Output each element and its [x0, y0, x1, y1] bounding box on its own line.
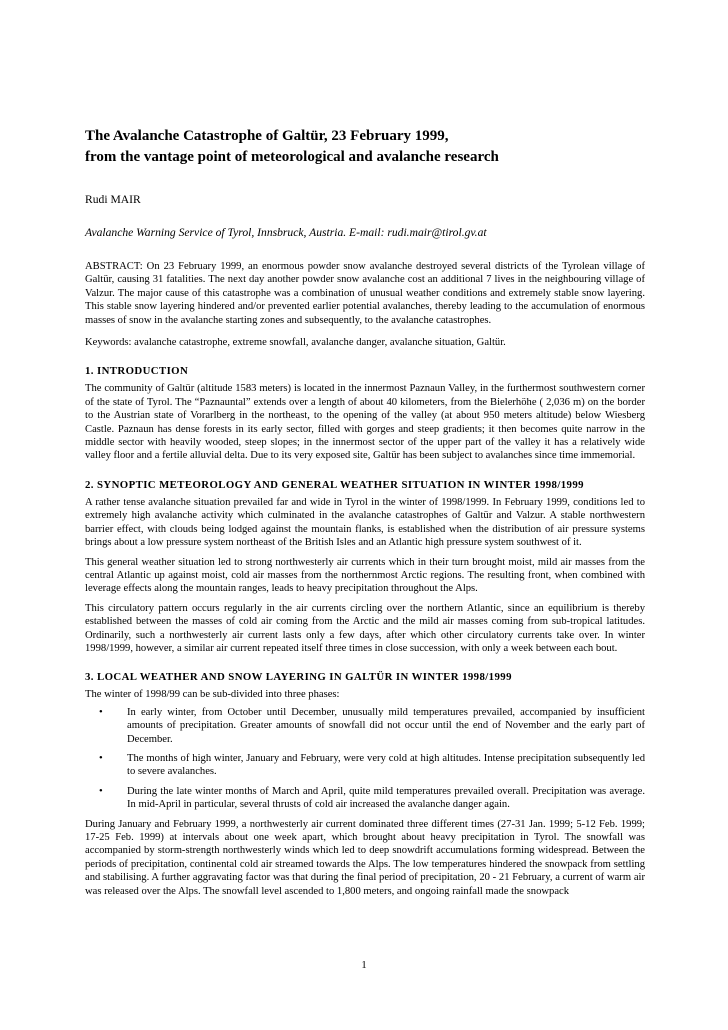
abstract: ABSTRACT: On 23 February 1999, an enormous powder snow avalanche destroyed several districts of the Tyrolean village of Galtür, causing 31 fatalities. The next day another powder snow avalanche cost an additional 7 lives in the neighbouring village of Valzur. The major cause of this catastrophe was a combination of unusual weather conditions and extremely stable snow layering. This stable snow layering hindered and/or prevented earlier potential avalanches, thereby leading to the accumulation of enormous masses of snow in the avalanche starting zones and subsequently, to the avalanche catastrophes. [85, 261, 645, 326]
local-weather-paragraph: During January and February 1999, a northwesterly air current dominated three different times (27-31 Jan. 1999; 5-12 Feb. 1999; 17-25 Feb. 1999) at intervals about one week apart, which brought about heavy precipitation in Tyrol. The snowfall was accompanied by storm-strength northwesterly winds which led to deep snowdrift accumulations forming widespread. Between the periods of precipitation, continental cold air streamed towards the Alps. The low temperatures hindered the snowpack from settling and stabilising. A further aggravating factor was that during the final period of precipitation, 20 - 21 February, a current of warm air was released over the Alps. The snowfall level ascended to 1,800 meters, and ongoing rainfall made the snowpack [85, 818, 645, 897]
author-affiliation: Avalanche Warning Service of Tyrol, Innsbruck, Austria. E-mail: rudi.mair@tirol.gv.at [85, 226, 487, 239]
list-item-text: In early winter, from October until December, unusually mild temperatures prevailed, accompanied by insufficient amounts of precipitation. Greater amounts of snowfall did not occur until the end of November and the early part of December. [127, 706, 645, 745]
list-item [85, 752, 645, 779]
keywords: Keywords: avalanche catastrophe, extreme snowfall, avalanche danger, avalanche situation, Galtür. [85, 337, 506, 349]
list-item-text: During the late winter months of March and April, quite mild temperatures prevailed overall. Precipitation was average. In mid-April in particular, several thrusts of cold air increased the avalanche danger again. [127, 785, 645, 811]
page-number: 1 [361, 960, 367, 971]
synoptic-paragraph-2: This general weather situation led to strong northwesterly air currents which in their turn brought moist, mild air masses from the central Atlantic up against moist, cold air masses from the northernmost Arctic regions. The resulting front, when combined with leverage effects along the mountain ranges, leads to heavy precipitation throughout the Alps. [85, 556, 645, 595]
paper-title [85, 126, 645, 168]
section-heading-synoptic-meteorology: 2. SYNOPTIC METEOROLOGY AND GENERAL WEATHER SITUATION IN WINTER 1998/1999 [85, 478, 584, 491]
synoptic-paragraph-1: A rather tense avalanche situation prevailed far and wide in Tyrol in the winter of 1998/1999. In February 1999, conditions led to extremely high avalanche activity which culminated in the avalanche catastrophes of Galtür and Valzur. A stable northwestern barrier effect, with clouds being lodged against the mountain flanks, is established when the distribution of air pressure systems brings about a low pressure system northeast of the British Isles and an Atlantic high pressure system southwest of it. [85, 496, 645, 549]
list-item [85, 785, 645, 812]
local-weather-intro: The winter of 1998/99 can be sub-divided into three phases: [85, 689, 340, 701]
bullet-icon: • [99, 785, 103, 797]
title-line-1: The Avalanche Catastrophe of Galtür, 23 February 1999, [85, 128, 449, 144]
bullet-icon: • [99, 706, 103, 718]
synoptic-paragraph-3: This circulatory pattern occurs regularly in the air currents circling over the northern Atlantic, since an equilibrium is thereby established between the masses of cold air coming from the Arctic and the mild air masses coming from sub-tropical latitudes. Ordinarily, such a northwesterly air current lasts only a few days, after which other circulatory currents take over. In winter 1998/1999, however, a similar air current repeated itself three times in close succession, with only a week between each bout. [85, 602, 645, 654]
paper-page [85, 126, 645, 898]
author-name: Rudi MAIR [85, 193, 141, 206]
section-heading-introduction: 1. INTRODUCTION [85, 365, 189, 378]
list-item [85, 706, 645, 746]
list-item-text: The months of high winter, January and February, were very cold at high altitudes. Intense precipitation subsequently led to severe avalanches. [127, 752, 645, 778]
title-line-2: from the vantage point of meteorological and avalanche research [85, 149, 499, 165]
bullet-icon: • [99, 752, 103, 764]
section-heading-local-weather: 3. LOCAL WEATHER AND SNOW LAYERING IN GALTÜR IN WINTER 1998/1999 [85, 671, 512, 684]
winter-phases-list [85, 706, 645, 812]
introduction-paragraph: The community of Galtür (altitude 1583 meters) is located in the innermost Paznaun Valley, in the furthermost southwestern corner of the state of Tyrol. The “Paznauntal” extends over a length of about 40 kilometers, from the Bielerhöhe ( 2,036 m) on the border to the Austrian state of Vorarlberg in the northeast, to the opening of the valley (at about 950 meters altitude) below Wiesberg Castle. Paznaun has dense forests in its early sector, filled with gorges and steep gradients; it then becomes quite narrow in the middle sector with heavily wooded, steep slopes; in the innermost sector of the upper part of the valley it has a relatively wide valley floor and a fertile alluvial delta. Due to its very exposed site, Galtür has been subject to avalanches since time immemorial. [85, 383, 645, 462]
